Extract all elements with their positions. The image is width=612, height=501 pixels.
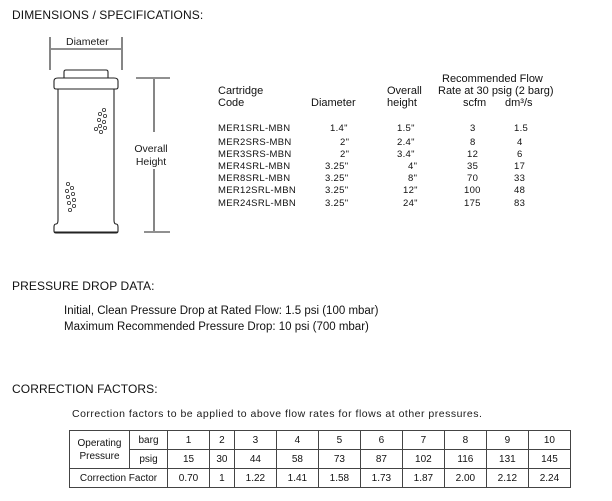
operating-label-line2: Pressure	[79, 450, 120, 462]
diameter-value: 3.25"	[325, 173, 349, 184]
dm3s-value: 1.5	[514, 123, 529, 134]
psig-cell: 73	[318, 450, 360, 469]
height-value: 12"	[403, 185, 418, 196]
dm3s-value: 17	[514, 161, 526, 172]
barg-cell: 3	[234, 431, 276, 450]
barg-cell: 10	[528, 431, 570, 450]
psig-cell: 44	[234, 450, 276, 469]
psig-cell: 102	[402, 450, 444, 469]
cartridge-drawing	[30, 34, 170, 244]
header-dm3s: dm³/s	[505, 97, 533, 109]
initial-pressure-drop: Initial, Clean Pressure Drop at Rated Flow: 1.5 psi (100 mbar)	[64, 305, 379, 317]
psig-unit-label: psig	[130, 450, 168, 469]
psig-cell: 116	[444, 450, 486, 469]
dimensions-section-title: DIMENSIONS / SPECIFICATIONS:	[12, 8, 204, 22]
cartridge-code: MER1SRL-MBN	[218, 123, 291, 134]
cartridge-code: MER2SRS-MBN	[218, 137, 292, 148]
max-pressure-drop: Maximum Recommended Pressure Drop: 10 psi (700 mbar)	[64, 321, 369, 333]
correction-section-title: CORRECTION FACTORS:	[12, 382, 158, 396]
psig-row	[70, 450, 571, 469]
cartridge-code: MER12SRL-MBN	[218, 185, 297, 196]
header-recommended-flow: Recommended Flow	[442, 73, 543, 85]
diameter-value: 3.25"	[325, 185, 349, 196]
height-value: 8"	[408, 173, 418, 184]
scfm-value: 3	[470, 123, 476, 134]
barg-cell: 6	[360, 431, 402, 450]
factor-row	[70, 469, 571, 488]
cartridge-code: MER24SRL-MBN	[218, 198, 297, 209]
header-scfm: scfm	[463, 97, 487, 109]
operating-pressure-label	[70, 431, 130, 469]
header-code: Code	[218, 97, 245, 109]
barg-cell: 7	[402, 431, 444, 450]
psig-cell: 87	[360, 450, 402, 469]
header-rate: Rate at 30 psig (2 barg)	[438, 85, 554, 97]
operating-label-line1: Operating	[77, 437, 122, 449]
cartridge-code: MER4SRL-MBN	[218, 161, 291, 172]
dm3s-value: 6	[517, 149, 523, 160]
header-height: height	[387, 97, 417, 109]
scfm-value: 12	[467, 149, 479, 160]
correction-table	[69, 430, 571, 488]
factor-cell: 1.41	[276, 469, 318, 488]
height-label-line2: Height	[135, 156, 167, 168]
factor-cell: 1.22	[234, 469, 276, 488]
barg-unit-label: barg	[130, 431, 168, 450]
height-value: 24"	[403, 198, 418, 209]
header-cartridge: Cartridge	[218, 85, 264, 97]
factor-cell: 2.12	[486, 469, 528, 488]
barg-cell: 5	[318, 431, 360, 450]
psig-cell: 145	[528, 450, 570, 469]
height-label-line1: Overall	[134, 143, 168, 155]
psig-cell: 15	[168, 450, 210, 469]
scfm-value: 100	[464, 185, 481, 196]
diameter-value: 3.25"	[325, 161, 349, 172]
barg-cell: 9	[486, 431, 528, 450]
factor-cell: 1	[210, 469, 235, 488]
psig-cell: 131	[486, 450, 528, 469]
pressure-section-title: PRESSURE DROP DATA:	[12, 279, 155, 293]
barg-cell: 1	[168, 431, 210, 450]
psig-cell: 58	[276, 450, 318, 469]
dm3s-value: 33	[514, 173, 526, 184]
dm3s-value: 48	[514, 185, 526, 196]
factor-cell: 0.70	[168, 469, 210, 488]
factor-cell: 2.24	[528, 469, 570, 488]
barg-row	[70, 431, 571, 450]
height-value: 3.4"	[397, 149, 415, 160]
correction-factor-label: Correction Factor	[70, 469, 168, 488]
psig-cell: 30	[210, 450, 235, 469]
diameter-value: 2"	[340, 149, 350, 160]
height-value: 2.4"	[397, 137, 415, 148]
factor-cell: 1.58	[318, 469, 360, 488]
height-value: 1.5"	[397, 123, 415, 134]
factor-cell: 2.00	[444, 469, 486, 488]
header-diameter: Diameter	[311, 97, 356, 109]
diameter-value: 1.4"	[330, 123, 348, 134]
barg-cell: 2	[210, 431, 235, 450]
correction-intro: Correction factors to be applied to above flow rates for flows at other pressures.	[72, 408, 483, 420]
scfm-value: 175	[464, 198, 481, 209]
header-overall: Overall	[387, 85, 422, 97]
height-value: 4"	[408, 161, 418, 172]
barg-cell: 8	[444, 431, 486, 450]
barg-cell: 4	[276, 431, 318, 450]
scfm-value: 8	[470, 137, 476, 148]
scfm-value: 70	[467, 173, 479, 184]
factor-cell: 1.73	[360, 469, 402, 488]
cartridge-code: MER8SRL-MBN	[218, 173, 291, 184]
dm3s-value: 83	[514, 198, 526, 209]
factor-cell: 1.87	[402, 469, 444, 488]
diameter-value: 3.25"	[325, 198, 349, 209]
scfm-value: 35	[467, 161, 479, 172]
cartridge-code: MER3SRS-MBN	[218, 149, 292, 160]
diameter-label: Diameter	[66, 36, 109, 48]
diameter-value: 2"	[340, 137, 350, 148]
dm3s-value: 4	[517, 137, 523, 148]
